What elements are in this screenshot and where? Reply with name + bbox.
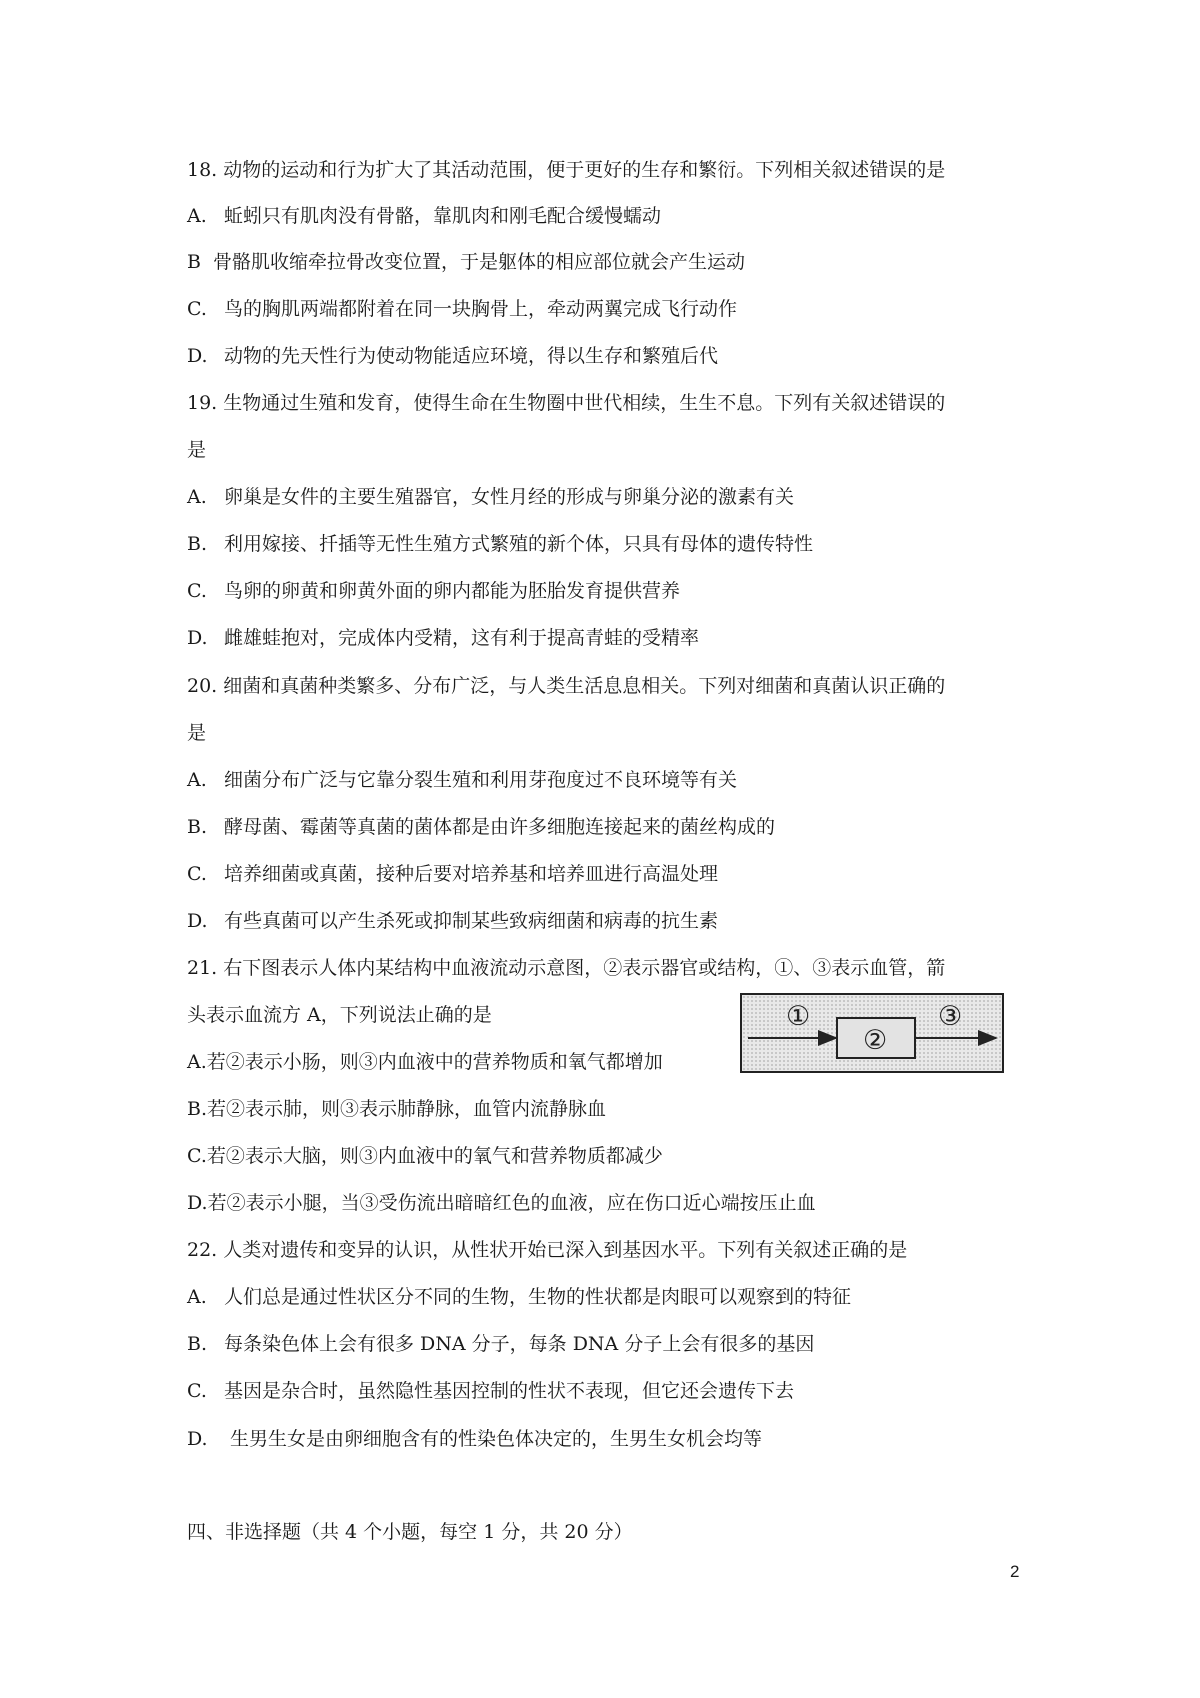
q19-stem-cont: 是	[187, 439, 207, 461]
label-organ-2: ②	[863, 1025, 888, 1056]
blood-flow-diagram-svg	[742, 995, 1002, 1071]
option-label: D.	[187, 910, 208, 932]
q18-option-c	[187, 297, 737, 321]
option-text: 基因是杂合时，虽然隐性基因控制的性状不表现，但它还会遗传下去	[224, 1380, 795, 1402]
q22-option-b	[187, 1332, 814, 1356]
q21-option-a: A.若②表示小肠，则③内血液中的营养物质和氧气都增加	[187, 1051, 663, 1073]
option-label: B.	[187, 533, 208, 555]
option-label: A.	[187, 769, 207, 791]
q20-option-d	[187, 909, 718, 933]
option-text: 鸟卵的卵黄和卵黄外面的卵内都能为胚胎发育提供营养	[224, 580, 681, 602]
option-text: 每条染色体上会有很多 DNA 分子，每条 DNA 分子上会有很多的基因	[224, 1333, 815, 1355]
label-vessel-1: ①	[786, 1001, 811, 1032]
option-text: 蚯蚓只有肌肉没有骨骼，靠肌肉和刚毛配合缓慢蠕动	[224, 205, 662, 227]
q20-option-b	[187, 815, 775, 839]
option-text: 雌雄蛙抱对，完成体内受精，这有利于提高青蛙的受精率	[224, 627, 700, 649]
q22-option-c	[187, 1379, 794, 1403]
option-label: A.	[187, 1286, 207, 1308]
option-text: 细菌分布广泛与它靠分裂生殖和利用芽孢度过不良环境等有关	[224, 769, 738, 791]
q19-option-a	[187, 485, 794, 509]
option-text: 卵巢是女件的主要生殖器官，女性月经的形成与卵巢分泌的激素有关	[224, 486, 795, 508]
option-text: 鸟的胸肌两端都附着在同一块胸骨上，牵动两翼完成飞行动作	[224, 298, 738, 320]
option-label: C.	[187, 863, 207, 885]
option-label: A.	[187, 486, 207, 508]
q20-option-c	[187, 862, 718, 886]
option-text: 动物的先天性行为使动物能适应环境，得以生存和繁殖后代	[224, 345, 719, 367]
q21-option-c: C.若②表示大脑，则③内血液中的氧气和营养物质都减少	[187, 1145, 663, 1167]
option-text: 酵母菌、霉菌等真菌的菌体都是由许多细胞连接起来的菌丝构成的	[224, 816, 776, 838]
q22-option-d	[187, 1427, 762, 1451]
q20-stem-cont: 是	[187, 722, 207, 744]
option-text: 生男生女是由卵细胞含有的性染色体决定的，生男生女机会均等	[224, 1428, 763, 1450]
option-text: 利用嫁接、扦插等无性生殖方式繁殖的新个体，只具有母体的遗传特性	[224, 533, 814, 555]
q21-option-b: B.若②表示肺，则③表示肺静脉，血管内流静脉血	[187, 1098, 607, 1120]
q18-stem: 18. 动物的运动和行为扩大了其活动范围，便于更好的生存和繁衍。下列相关叙述错误的是	[187, 159, 946, 181]
label-vessel-3: ③	[938, 1001, 963, 1032]
q20-option-a	[187, 768, 737, 792]
q20-stem: 20. 细菌和真菌种类繁多、分布广泛，与人类生活息息相关。下列对细菌和真菌认识正确的	[187, 675, 946, 697]
q21-stem: 21. 右下图表示人体内某结构中血液流动示意图，②表示器官或结构，①、③表示血管，箭	[187, 957, 946, 979]
option-label: B.	[187, 1333, 208, 1355]
option-text: 培养细菌或真菌，接种后要对培养基和培养皿进行高温处理	[224, 863, 719, 885]
q18-option-a	[187, 204, 661, 228]
q21-stem-cont: 头表示血流方 A，下列说法止确的是	[187, 1004, 492, 1026]
q19-option-d	[187, 626, 699, 650]
option-label: A.	[187, 205, 207, 227]
option-label: D.	[187, 627, 208, 649]
q18-option-b	[187, 250, 745, 274]
option-text: 人们总是通过性状区分不同的生物，生物的性状都是肉眼可以观察到的特征	[224, 1286, 852, 1308]
q19-option-b	[187, 532, 813, 556]
blood-flow-diagram	[740, 993, 1004, 1073]
q21-option-d: D.若②表示小腿，当③受伤流出暗暗红色的血液，应在伤口近心端按压止血	[187, 1192, 816, 1214]
option-label: C.	[187, 1380, 207, 1402]
q22-option-a	[187, 1285, 851, 1309]
option-label: B.	[187, 816, 208, 838]
option-label: B	[187, 251, 201, 273]
q18-option-d	[187, 344, 718, 368]
option-label: D.	[187, 1428, 208, 1450]
q19-stem: 19. 生物通过生殖和发育，使得生命在生物圈中世代相续，生生不息。下列有关叙述错误的	[187, 392, 946, 414]
q22-stem: 22. 人类对遗传和变异的认识，从性状开始已深入到基因水平。下列有关叙述正确的是	[187, 1239, 908, 1261]
option-label: C.	[187, 298, 207, 320]
option-label: D.	[187, 345, 208, 367]
option-text: 骨骼肌收缩牵拉骨改变位置，于是躯体的相应部位就会产生运动	[213, 251, 746, 273]
page-number: 2	[1010, 1562, 1020, 1581]
section-heading: 四、非选择题（共 4 个小题，每空 1 分，共 20 分）	[187, 1521, 633, 1543]
q19-option-c	[187, 579, 680, 603]
option-text: 有些真菌可以产生杀死或抑制某些致病细菌和病毒的抗生素	[224, 910, 719, 932]
option-label: C.	[187, 580, 207, 602]
